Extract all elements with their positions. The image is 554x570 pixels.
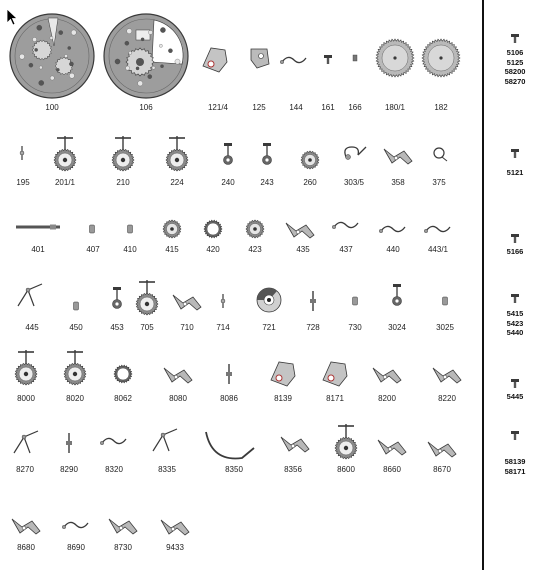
lever-icon [161,520,189,535]
lever-icon [378,440,406,455]
gear-large-icon [422,39,460,77]
part-number-label: 705 [140,323,154,332]
part-number-label: 8350 [225,465,243,474]
pinion-icon [263,143,272,165]
part-number-label: 450 [69,323,83,332]
small-part-icon [128,225,133,233]
part-number-label: 260 [303,178,317,187]
mouse-pointer-icon [6,8,18,26]
wheel-with-pinion-icon [136,280,158,315]
wire-spring-icon [14,431,38,453]
balance-spring-icon [345,147,366,160]
part-number-label: 8600 [337,465,355,474]
part-number-label: 303/5 [343,178,365,187]
wire-spring-icon [153,429,177,451]
wheel-with-pinion-icon [112,136,134,171]
lever-icon [428,442,456,457]
part-number-label: 8139 [274,394,292,403]
plate-icon [251,49,269,68]
curved-spring-icon [206,432,254,458]
part-number-label: 243 [260,178,274,187]
part-number-label: 375 [432,178,446,187]
part-number-label: 8690 [67,543,85,552]
part-number-label: 8356 [284,465,302,474]
pin-icon [221,294,225,308]
pinion-icon [393,284,402,306]
wheel-icon [163,220,181,238]
screw-icon [324,55,332,64]
bridge-icon [323,362,347,386]
screw-code: 58200 [504,67,526,76]
part-number-label: 407 [86,245,100,254]
part-number-label: 728 [306,323,320,332]
part-number-label: 453 [110,323,124,332]
part-number-label: 730 [348,323,362,332]
screw-code: 5121 [506,168,524,177]
spring-icon [100,438,126,444]
wheel-with-pinion-icon [166,136,188,171]
lever-icon [373,368,401,383]
screw-code: 5415 [506,309,524,318]
part-number-label: 714 [216,323,230,332]
screw-code: 58171 [504,466,526,476]
part-number-label: 8220 [438,394,456,403]
part-number-label: 8670 [433,465,451,474]
part-number-label: 8335 [158,465,176,474]
spring-icon [280,57,306,63]
part-number-label: 410 [123,245,137,254]
part-number-label: 121/4 [207,103,229,112]
screw-code-group [495,392,535,402]
stem-icon [16,225,60,230]
screw-icon [511,379,519,388]
arbor-icon [226,364,232,384]
movement-back-icon [104,14,188,98]
part-number-label: 8730 [114,543,132,552]
wheel-icon [301,151,319,169]
lever-icon [173,295,201,310]
part-number-label: 161 [321,103,335,112]
part-number-label: 8086 [220,394,238,403]
part-number-label: 166 [348,103,362,112]
part-number-label: 445 [25,323,39,332]
wheel-with-pinion-icon [54,136,76,171]
part-number-label: 9433 [166,543,184,552]
wheel-with-pinion-icon [15,350,37,385]
lever-icon [281,437,309,452]
arbor-icon [310,291,316,311]
screw-code-group [495,457,535,476]
screw-code: 5445 [506,392,524,401]
screw-code: 5423 [506,318,524,328]
part-number-label: 423 [248,245,262,254]
arbor-icon [66,433,72,453]
gear-ring-icon [114,365,132,383]
lever-icon [384,149,412,164]
part-number-label: 8320 [105,465,123,474]
wire-spring-icon [18,284,42,306]
part-number-label: 8660 [383,465,401,474]
part-number-label: 125 [252,103,266,112]
screw-code: 5106 [506,48,524,57]
part-number-label: 144 [289,103,303,112]
part-number-label: 721 [262,323,276,332]
rotor-icon [257,288,281,312]
part-number-label: 8200 [378,394,396,403]
part-number-label: 8062 [114,394,132,403]
part-number-label: 401 [31,245,45,254]
wheel-icon [246,220,264,238]
screw-code: 5166 [506,247,524,256]
lever-icon [286,223,314,238]
part-number-label: 195 [16,178,30,187]
small-part-icon [443,297,448,305]
part-number-label: 182 [434,103,448,112]
spring-ring-icon [434,148,447,161]
bridge-icon [271,362,295,386]
screw-code-group [495,247,535,257]
wheel-with-pinion-icon [64,350,86,385]
gear-ring-icon [204,220,222,238]
part-number-label: 224 [170,178,184,187]
screw-code-group [495,48,535,86]
part-number-label: 8171 [326,394,344,403]
screw-icon [511,234,519,243]
gear-large-icon [376,39,414,77]
movement-front-icon [10,14,94,98]
pinion-icon [224,143,233,165]
part-number-label: 440 [386,245,400,254]
lever-icon [164,368,192,383]
screw-code: 58270 [504,76,526,86]
part-number-label: 420 [206,245,220,254]
pinion-icon [113,287,122,309]
part-number-label: 180/1 [384,103,406,112]
spring-icon [332,222,358,228]
part-number-label: 210 [116,178,130,187]
spring-icon [379,226,405,232]
spring-icon [424,226,450,232]
part-number-label: 201/1 [54,178,76,187]
part-number-label: 443/1 [427,245,449,254]
screw-code: 58139 [504,457,526,466]
screw-code-group [495,309,535,338]
part-number-label: 435 [296,245,310,254]
screw-icon [511,34,519,43]
small-part-icon [90,225,95,233]
part-number-label: 415 [165,245,179,254]
screw-code: 5125 [506,57,524,67]
lever-icon [433,368,461,383]
part-number-label: 437 [339,245,353,254]
lever-icon [12,519,40,534]
wheel-with-pinion-icon [335,424,357,459]
jewel-icon [353,55,357,61]
lever-icon [109,519,137,534]
screw-code-group [495,168,535,178]
part-number-label: 358 [391,178,405,187]
screw-code: 5440 [506,328,524,337]
part-number-label: 8290 [60,465,78,474]
part-number-label: 8000 [17,394,35,403]
part-number-label: 8020 [66,394,84,403]
small-part-icon [74,302,79,310]
part-number-label: 8680 [17,543,35,552]
pin-icon [20,146,24,160]
part-number-label: 8080 [169,394,187,403]
screw-icon [511,149,519,158]
screw-icon [511,294,519,303]
screw-icon [511,431,519,440]
part-number-label: 710 [180,323,194,332]
spring-icon [62,522,88,528]
part-number-label: 8270 [16,465,34,474]
column-divider [482,0,484,570]
part-number-label: 100 [45,103,59,112]
part-number-label: 3025 [436,323,454,332]
part-number-label: 3024 [388,323,406,332]
part-number-label: 106 [139,103,153,112]
small-part-icon [353,297,358,305]
bridge-icon [203,48,227,72]
part-number-label: 240 [221,178,235,187]
